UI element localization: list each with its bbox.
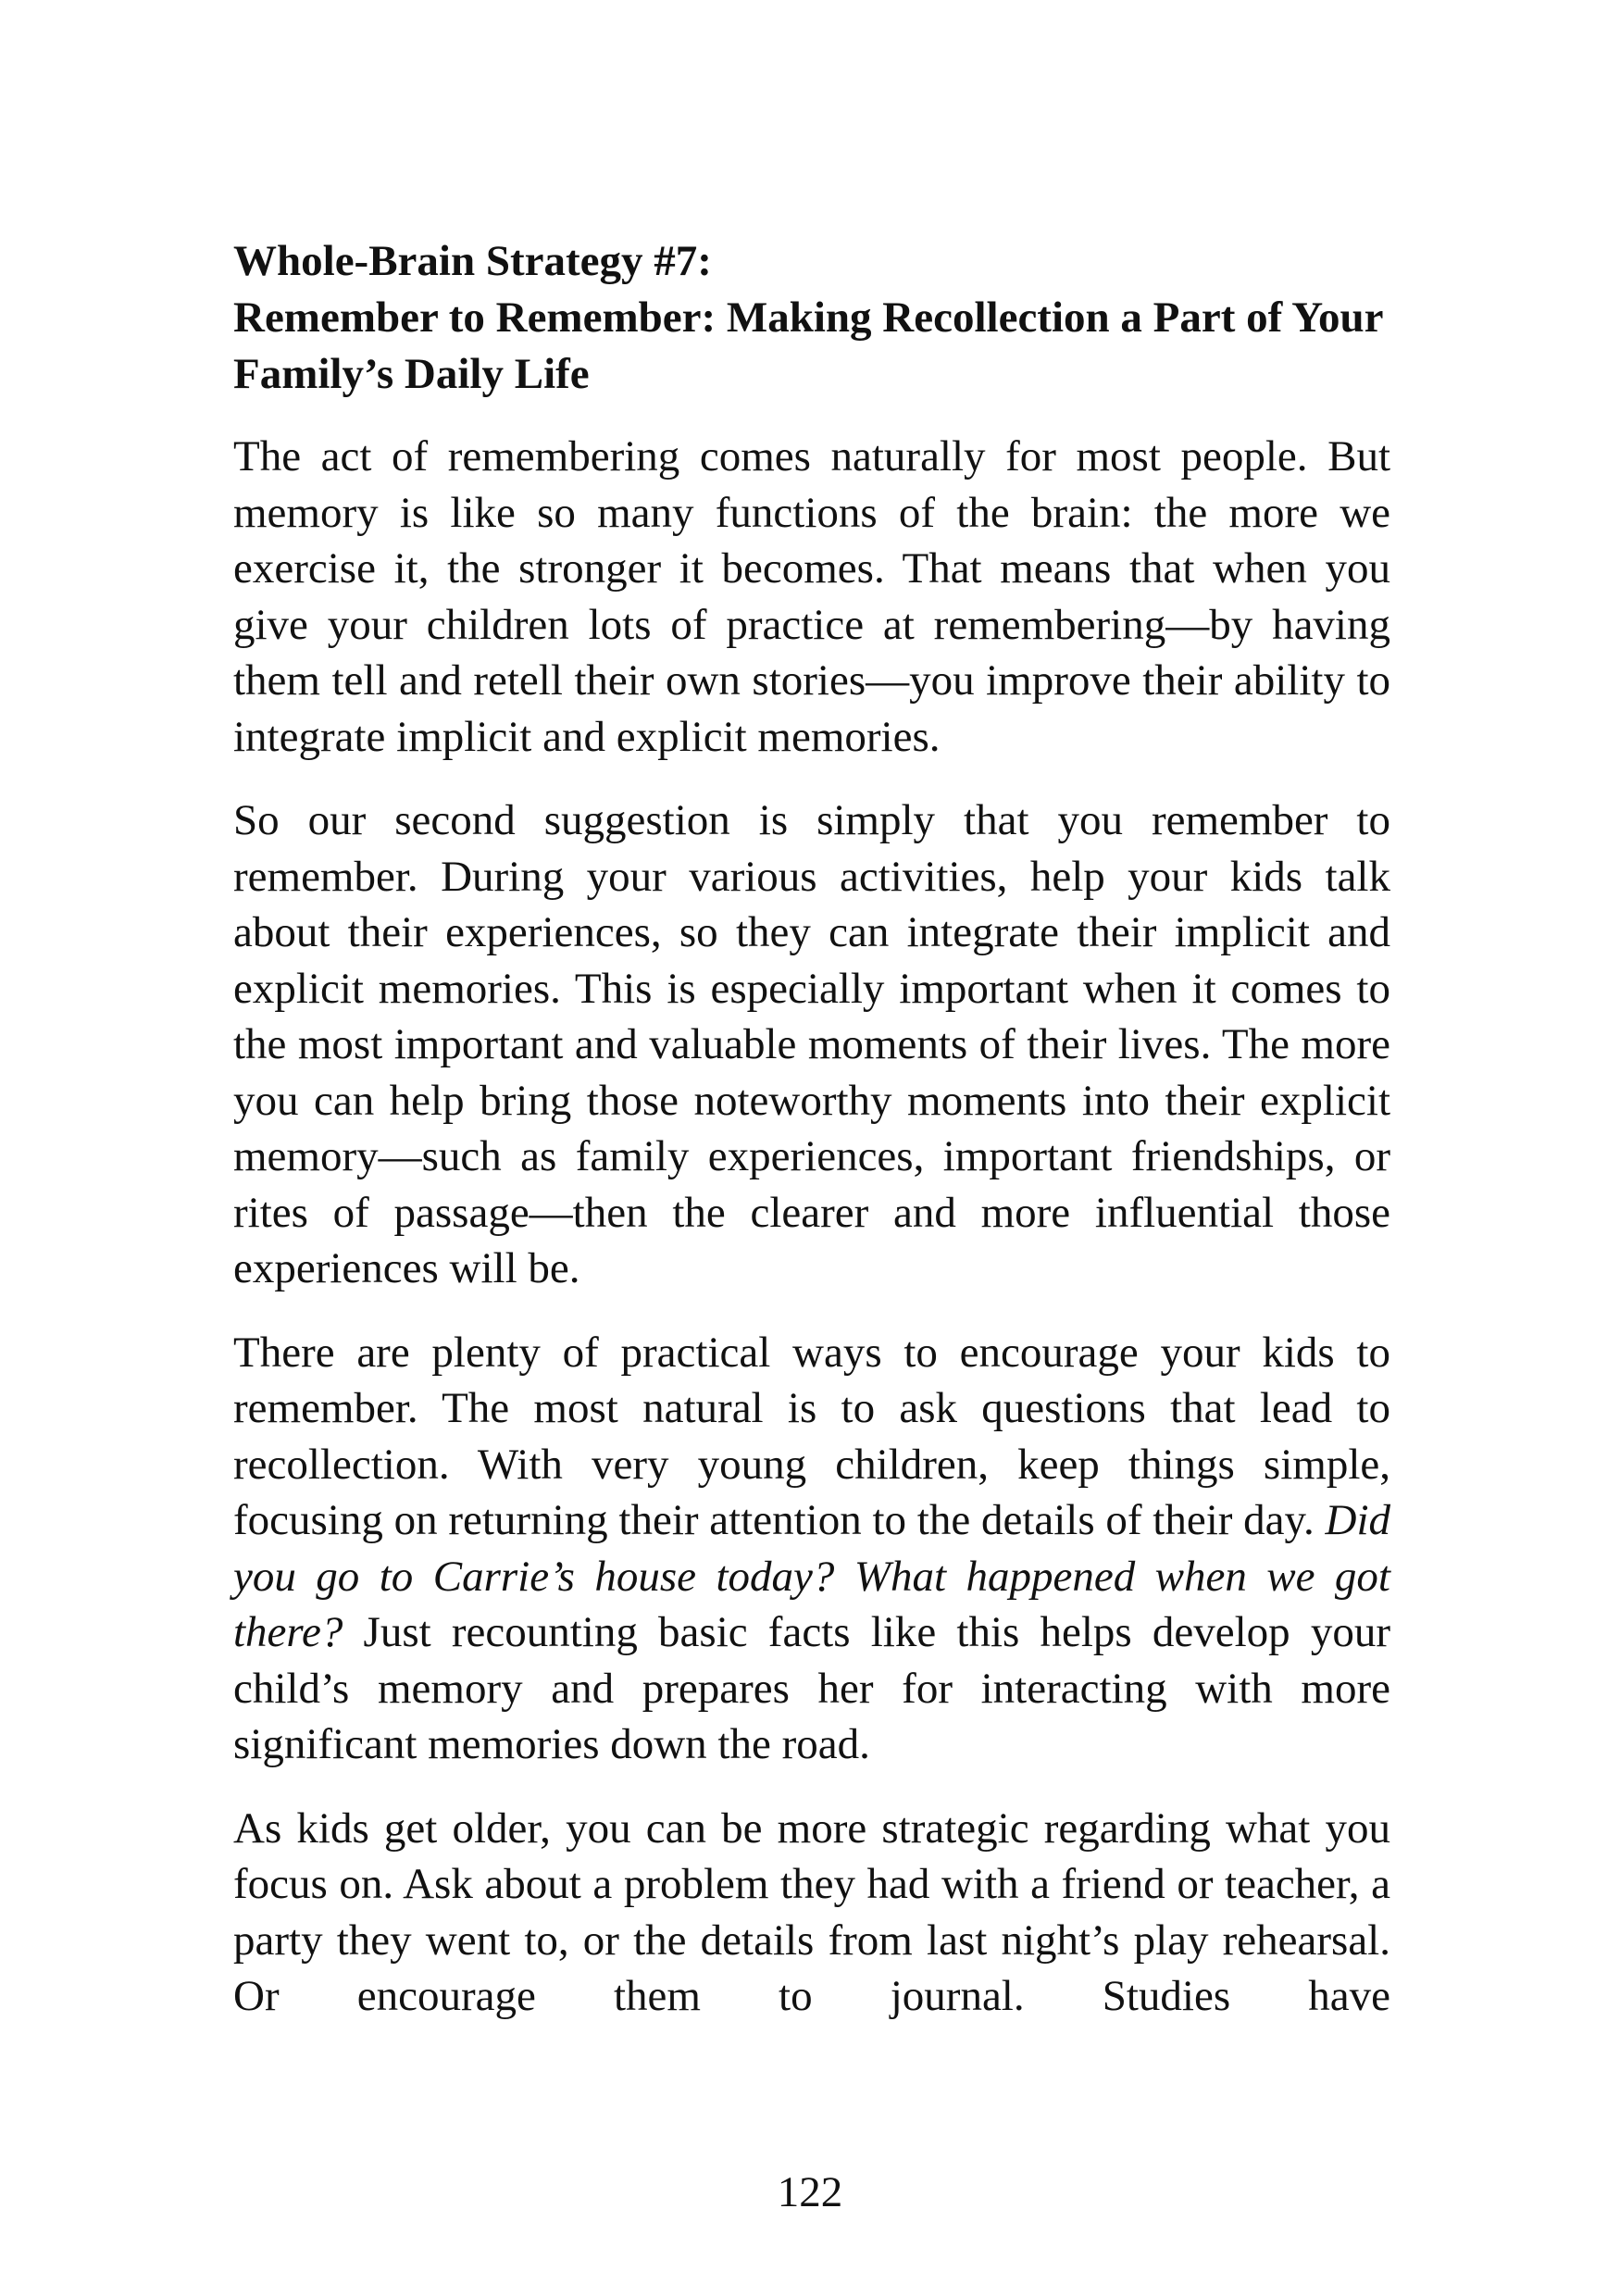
- section-heading: [233, 233, 1390, 403]
- heading-strategy-title: Remember to Remember: Making Recollection a Part of Your Family’s Daily Life: [233, 293, 1383, 398]
- page-number: 122: [777, 2168, 843, 2216]
- paragraph-3: [233, 1325, 1390, 1773]
- paragraph-2: So our second suggestion is simply that you remember to remember. During your various activities, help your kids talk about their experiences, so they can integrate their implicit and explicit memories. This is especially important when it comes to the most important and valuable moments of their lives. The more you can help bring those noteworthy moments into their explicit memory—such as family experiences, important friendships, or rites of passage—then the clearer and more influential those experiences will be.: [233, 796, 1390, 1292]
- paragraph-1: The act of remembering comes naturally for most people. But memory is like so many functions of the brain: the more we exercise it, the stronger it becomes. That means that when you give your children lots of practice at remembering—by having them tell and retell their own stories—you improve their ability to integrate implicit and explicit memories.: [233, 432, 1390, 761]
- paragraph-3-text-end: Just recounting basic facts like this helps develop your child’s memory and prepares her for interacting with more significant memories down the road.: [233, 1608, 1391, 1768]
- heading-strategy-number: Whole-Brain Strategy #7:: [233, 237, 712, 285]
- page-body: [233, 233, 1390, 2053]
- paragraph-3-italic-questions: Did you go to Carrie’s house today? What happened when we got there?: [233, 1496, 1391, 1656]
- paragraph-3-text-start: There are plenty of practical ways to encourage your kids to remember. The most natural is to ask questions that lead to recollection. With very young children, keep things simple, focusing on returning their attention to the details of their day.: [233, 1328, 1390, 1544]
- paragraph-4: As kids get older, you can be more strategic regarding what you focus on. Ask about a problem they had with a friend or teacher, a party they went to, or the details from last night’s play rehearsal. Or encourage them to journal. Studies have: [233, 1803, 1390, 2020]
